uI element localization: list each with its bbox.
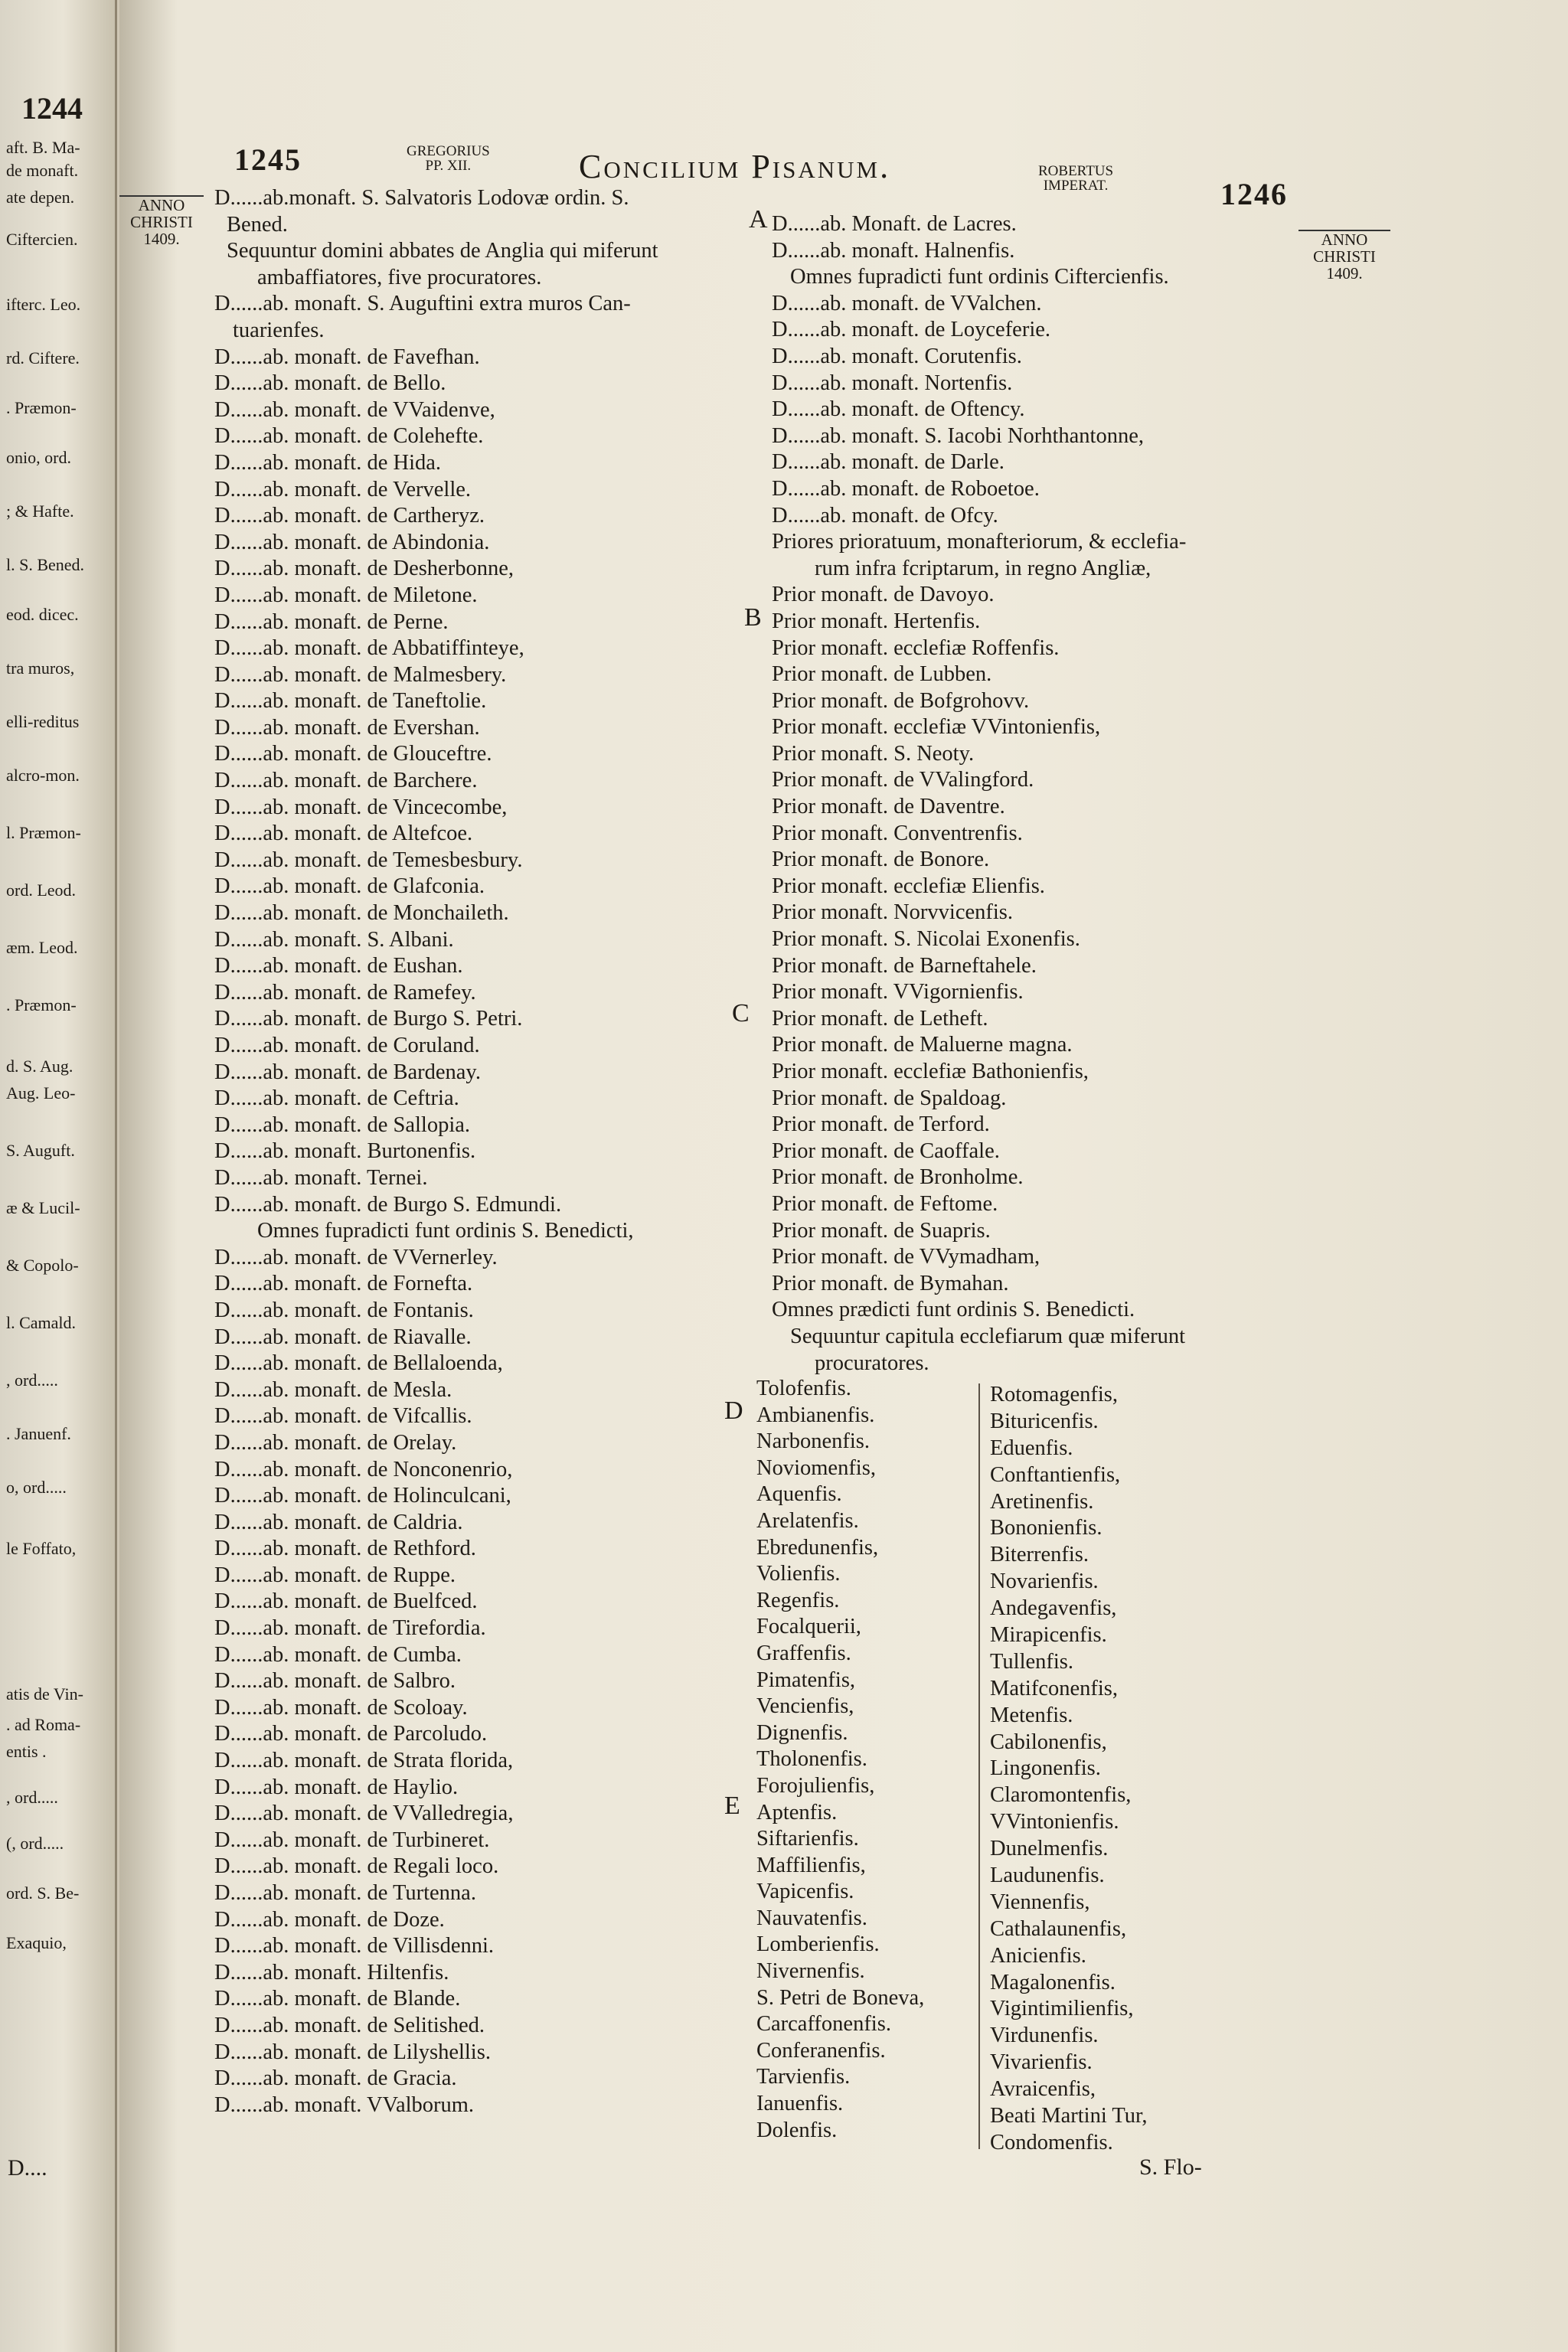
list-line: D......ab. monaft. de Roboetoe. xyxy=(772,476,1040,501)
list-line: D......ab. monaft. de Altefcoe. xyxy=(214,822,473,846)
list-line: D......ab. monaft. S. Iacobi Norhthantonne, xyxy=(772,423,1144,448)
list-line: D......ab. monaft. de Turtenna. xyxy=(214,1881,476,1905)
list-line: D......ab. monaft. de Taneftolie. xyxy=(214,689,487,714)
pope-name: GREGORIUS xyxy=(407,143,490,159)
list-line: D......ab. monaft. de Glafconia. xyxy=(214,874,485,899)
chapter-entry: Mirapicenfis. xyxy=(990,1623,1107,1648)
chapter-entry: Graffenfis. xyxy=(756,1641,851,1665)
previous-page-fragment: alcro-mon. xyxy=(6,766,80,785)
running-head-emperor xyxy=(1038,164,1113,193)
list-line: D......ab. monaft. de Abbatiffinteye, xyxy=(214,636,524,661)
list-line: D......ab. monaft. VValborum. xyxy=(214,2092,475,2117)
list-line: D......ab. monaft. de Orelay. xyxy=(214,1430,457,1455)
list-line: D......ab. monaft. de Fontanis. xyxy=(214,1298,474,1322)
list-line: Prior monaft. ecclefiæ Elienfis. xyxy=(772,874,1045,898)
list-line: tuarienfes. xyxy=(233,318,325,342)
section-marker-d: D xyxy=(724,1396,743,1425)
list-line: Prior monaft. de Suapris. xyxy=(772,1218,991,1243)
list-line: D......ab. monaft. S. Auguftini extra muros Can- xyxy=(214,292,631,316)
list-line: Prior monaft. de Bronholme. xyxy=(772,1165,1024,1190)
list-line: D......ab. monaft. de Sallopia. xyxy=(214,1112,471,1137)
chapter-entry: Viennenfis, xyxy=(990,1890,1090,1914)
year-label: 1409. xyxy=(1326,264,1363,283)
list-line: Prior monaft. de Spaldoag. xyxy=(772,1086,1007,1110)
list-line: D......ab. monaft. de Burgo S. Edmundi. xyxy=(214,1192,562,1217)
list-line: D......ab. monaft. de Bello. xyxy=(214,371,446,396)
list-line: D......ab. monaft. de Eushan. xyxy=(214,954,463,978)
list-line: D......ab. monaft. de Coruland. xyxy=(214,1034,480,1057)
chapter-entry: Bituricenfis. xyxy=(990,1409,1099,1433)
list-line: Bened. xyxy=(227,212,288,237)
list-line: D......ab. monaft. de Parcoludo. xyxy=(214,1722,488,1746)
chapter-entry: Vigintimilienfis, xyxy=(990,1997,1134,2021)
list-line: Prior monaft. ecclefiæ Roffenfis. xyxy=(772,635,1060,660)
previous-page-fragment: entis . xyxy=(6,1742,47,1761)
list-line: D......ab. monaft. de Rethford. xyxy=(214,1537,476,1561)
list-line: Prior monaft. de Bymahan. xyxy=(772,1271,1009,1295)
anno-label: ANNO xyxy=(119,195,204,214)
chapter-entry: Nivernenfis. xyxy=(756,1959,865,1984)
chapter-entry: Lomberienfis. xyxy=(756,1932,880,1957)
previous-page-fragment: æ & Lucil- xyxy=(6,1198,80,1217)
previous-page-fragment: eod. dicec. xyxy=(6,605,79,624)
list-line: Prior monaft. de Caoffale. xyxy=(772,1138,1000,1163)
list-line: D......ab. monaft. de Favefhan. xyxy=(214,345,480,369)
list-line: D......ab. monaft. Nortenfis. xyxy=(772,371,1013,395)
list-line: D......ab. monaft. de Perne. xyxy=(214,609,449,634)
chapter-entry: Aptenfis. xyxy=(756,1800,838,1824)
previous-page-fragment: rd. Ciftere. xyxy=(6,348,80,368)
list-line: D......ab. monaft. de Villisdenni. xyxy=(214,1934,495,1958)
chapter-entry: Beati Martini Tur, xyxy=(990,2104,1148,2128)
list-line: D......ab. monaft. de Burgo S. Petri. xyxy=(214,1007,523,1031)
right-page-number: 1246 xyxy=(1220,177,1288,211)
list-line: rum infra fcriptarum, in regno Angliæ, xyxy=(815,556,1152,580)
list-line: D......ab. monaft. Burtonenfis. xyxy=(214,1139,476,1164)
list-line: D......ab. monaft. de Salbro. xyxy=(214,1669,456,1694)
chapter-entry: Arelatenfis. xyxy=(756,1508,859,1533)
list-line: D......ab. monaft. de Desherbonne, xyxy=(214,557,514,581)
list-line: D......ab. monaft. Hiltenfis. xyxy=(214,1960,449,1984)
list-line: Prior monaft. de VVymadham, xyxy=(772,1245,1040,1269)
list-line: D......ab. monaft. de Cartheryz. xyxy=(214,504,485,528)
previous-page-fragment: ord. Leod. xyxy=(6,880,77,900)
list-line: D......ab. monaft. de Vervelle. xyxy=(214,477,472,501)
previous-page-fragment: & Copolo- xyxy=(6,1256,79,1275)
page-title: Concilium Pisanum. xyxy=(579,148,891,185)
chapter-entry: Regenfis. xyxy=(756,1588,840,1612)
list-line: Prior monaft. de Davoyo. xyxy=(772,583,995,607)
list-line: Prior monaft. de Lubben. xyxy=(772,662,992,687)
previous-page-fragment: tra muros, xyxy=(6,658,75,678)
chapter-entry: Carcaffonenfis. xyxy=(756,2012,891,2037)
previous-page-fragment: de monaft. xyxy=(6,161,79,180)
anno-label: ANNO xyxy=(1298,230,1390,248)
list-line: D......ab. monaft. de Vifcallis. xyxy=(214,1404,472,1429)
list-line: D......ab. monaft. de Tirefordia. xyxy=(214,1616,486,1641)
list-line: Prior monaft. ecclefiæ Bathonienfis, xyxy=(772,1060,1089,1083)
chapter-entry: Siftarienfis. xyxy=(756,1827,859,1851)
previous-page-fragment: l. Præmon- xyxy=(6,823,81,842)
chapter-entry: Narbonenfis. xyxy=(756,1429,870,1454)
list-line: D......ab. monaft. de Glouceftre. xyxy=(214,742,492,766)
list-line: D......ab. monaft. de Riavalle. xyxy=(214,1325,472,1349)
list-line: D......ab. monaft. de VValledregia, xyxy=(214,1802,514,1826)
list-line: D......ab. monaft. de Holinculcani, xyxy=(214,1484,511,1508)
running-head-pope xyxy=(407,144,490,173)
chapter-entry: Aquenfis. xyxy=(756,1482,842,1507)
list-line: ambaffiatores, five procuratores. xyxy=(257,265,542,289)
list-line: D......ab. monaft. de Temesbesbury. xyxy=(214,848,523,872)
previous-page-fragment: ord. S. Be- xyxy=(6,1883,80,1903)
list-line: D......ab. monaft. de Gracia. xyxy=(214,2066,457,2091)
list-line: procuratores. xyxy=(815,1351,929,1375)
list-line: D......ab. monaft. de Caldria. xyxy=(214,1510,463,1534)
chapter-entry: Forojulienfis, xyxy=(756,1773,875,1798)
previous-page-catchword: D.... xyxy=(8,2155,47,2180)
emperor-sub: IMPERAT. xyxy=(1043,178,1109,194)
chapter-entry: Magalonenfis. xyxy=(990,1970,1116,1994)
chapters-list xyxy=(756,1376,1446,2164)
previous-page-fragment: , ord..... xyxy=(6,1788,58,1807)
list-line: D......ab. monaft. de Fornefta. xyxy=(214,1272,473,1296)
list-line: D......ab. monaft. de Lilyshellis. xyxy=(214,2040,491,2064)
chapter-entry: Volienfis. xyxy=(756,1562,841,1586)
list-line: D......ab. monaft. de Vincecombe, xyxy=(214,795,508,819)
list-line: D......ab. monaft. de Nonconenrio, xyxy=(214,1457,513,1481)
previous-page-fragment: ate depen. xyxy=(6,188,75,207)
column-divider xyxy=(978,1383,980,2149)
list-line: Prior monaft. Conventrenfis. xyxy=(772,821,1023,845)
previous-page-fragment: ifterc. Leo. xyxy=(6,295,81,314)
chapter-entry: Avraicenfis, xyxy=(990,2077,1096,2102)
pope-sub: PP. XII. xyxy=(425,158,472,174)
list-line: Prior monaft. S. Nicolai Exonenfis. xyxy=(772,927,1080,952)
previous-page-fragment: onio, ord. xyxy=(6,448,71,467)
previous-page-fragment: , ord..... xyxy=(6,1370,58,1390)
page xyxy=(119,0,1568,2352)
section-marker-b: B xyxy=(744,603,762,632)
list-line: D......ab. monaft. de Doze. xyxy=(214,1907,445,1932)
previous-page-fragment: atis de Vin- xyxy=(6,1684,83,1704)
previous-page-fragment: Ciftercien. xyxy=(6,230,78,249)
chapter-entry: Laudunenfis. xyxy=(990,1864,1105,1888)
section-marker-a: A xyxy=(749,205,768,234)
list-line: D......ab. monaft. de Miletone. xyxy=(214,583,478,607)
list-line: D......ab. monaft. de Darle. xyxy=(772,450,1004,475)
previous-page-fragment: l. S. Bened. xyxy=(6,555,85,574)
list-line: D......ab. monaft. de Scoloay. xyxy=(214,1695,468,1720)
chapter-entry: Claromontenfis, xyxy=(990,1783,1132,1808)
chapter-entry: Maffilienfis, xyxy=(756,1853,866,1877)
list-line: Prior monaft. Hertenfis. xyxy=(772,609,981,633)
chapter-entry: Nauvatenfis. xyxy=(756,1906,867,1930)
chapter-entry: Cabilonenfis, xyxy=(990,1730,1107,1754)
list-line: D......ab. monaft. de Blande. xyxy=(214,1987,461,2011)
chapter-entry: Tullenfis. xyxy=(990,1649,1074,1674)
list-line: D......ab. monaft. de Selitished. xyxy=(214,2013,485,2037)
previous-page-fragment: . ad Roma- xyxy=(6,1715,81,1734)
previous-page-fragment: S. Auguft. xyxy=(6,1141,75,1160)
list-line: Prior monaft. de Feftome. xyxy=(772,1191,998,1216)
list-line: D......ab. monaft. de Oftency. xyxy=(772,397,1025,422)
previous-page-strip xyxy=(0,0,117,2352)
chapter-entry: Dunelmenfis. xyxy=(990,1837,1109,1861)
chapters-right-list xyxy=(990,1382,1235,2157)
list-line: D......ab. monaft. S. Albani. xyxy=(214,927,454,952)
list-line: Priores prioratuum, monafteriorum, & ecclefia- xyxy=(772,530,1187,554)
list-line: Prior monaft. de Daventre. xyxy=(772,795,1005,819)
list-line: D......ab. monaft. de Ceftria. xyxy=(214,1086,459,1111)
previous-page-fragment: ; & Hafte. xyxy=(6,501,74,521)
list-line: Prior monaft. de Bonore. xyxy=(772,848,990,872)
previous-page-fragment: d. S. Aug. xyxy=(6,1057,74,1076)
chapter-entry: Novarienfis. xyxy=(990,1570,1099,1594)
section-marker-c: C xyxy=(732,999,750,1027)
chapter-entry: Metenfis. xyxy=(990,1703,1073,1727)
list-line: D......ab. monaft. de Haylio. xyxy=(214,1775,459,1799)
chapter-entry: Vivarienfis. xyxy=(990,2050,1093,2075)
list-line: Prior monaft. ecclefiæ VVintonienfis, xyxy=(772,715,1101,740)
list-line: Sequuntur domini abbates de Anglia qui miferunt xyxy=(227,239,658,263)
list-line: D......ab. monaft. de Evershan. xyxy=(214,715,480,740)
chapter-entry: Eduenfis. xyxy=(990,1436,1073,1460)
chapter-entry: VVintonienfis. xyxy=(990,1810,1119,1834)
previous-page-fragment: l. Camald. xyxy=(6,1313,77,1332)
previous-page-fragment: le Foffato, xyxy=(6,1539,77,1558)
list-line: Omnes prædicti funt ordinis S. Benedicti. xyxy=(772,1298,1135,1322)
list-line: D......ab. monaft. de VVernerley. xyxy=(214,1245,498,1269)
right-column xyxy=(772,211,1430,1377)
previous-page-fragment: æm. Leod. xyxy=(6,938,78,957)
chapter-entry: Dignenfis. xyxy=(756,1720,848,1745)
chapter-entry: Aretinenfis. xyxy=(990,1489,1094,1514)
list-line: D......ab. monaft. de Cumba. xyxy=(214,1642,462,1667)
list-line: Prior monaft. de Bofgrohovv. xyxy=(772,688,1030,713)
previous-page-fragment: aft. B. Ma- xyxy=(6,138,80,157)
chapter-entry: Rotomagenfis, xyxy=(990,1383,1119,1406)
chapter-entry: S. Petri de Boneva, xyxy=(756,1985,925,2010)
list-line: D......ab. monaft. de Barchere. xyxy=(214,769,478,793)
previous-page-fragment: Exaquio, xyxy=(6,1933,67,1952)
chapter-entry: Focalquerii, xyxy=(756,1615,861,1639)
list-line: D......ab. monaft. de VValchen. xyxy=(772,291,1042,315)
chapters-left-list xyxy=(756,1376,963,2144)
section-marker-e: E xyxy=(724,1792,740,1820)
chapter-entry: Andegavenfis, xyxy=(990,1596,1117,1621)
previous-page-fragment: . Januenf. xyxy=(6,1424,71,1443)
left-page-number: 1245 xyxy=(234,142,302,177)
list-line: D......ab. monaft. Halnenfis. xyxy=(772,238,1015,263)
list-line: D......ab. monaft. de Abindonia. xyxy=(214,530,490,554)
list-line: Prior monaft. de Letheft. xyxy=(772,1006,988,1031)
list-line: Prior monaft. S. Neoty. xyxy=(772,741,975,766)
catchword: S. Flo- xyxy=(1139,2154,1202,2180)
chapter-entry: Conferanenfis. xyxy=(756,2038,886,2063)
list-line: D......ab. monaft. Corutenfis. xyxy=(772,344,1022,368)
list-line: D......ab. monaft. de Ruppe. xyxy=(214,1563,456,1587)
list-line: Omnes fupradicti funt ordinis S. Benedicti, xyxy=(257,1219,634,1243)
previous-page-fragment: Aug. Leo- xyxy=(6,1083,76,1102)
chapter-entry: Tholonenfis. xyxy=(756,1747,867,1772)
previous-page-number: 1244 xyxy=(21,91,83,126)
chapter-entry: Lingonenfis. xyxy=(990,1756,1101,1781)
chapter-entry: Virdunenfis. xyxy=(990,2024,1099,2048)
margin-anno-left xyxy=(119,195,204,247)
chapter-entry: Dolenfis. xyxy=(756,2118,838,2142)
chapter-entry: Cathalaunenfis, xyxy=(990,1916,1127,1941)
list-line: Prior monaft. de Barneftahele. xyxy=(772,953,1037,978)
list-line: D......ab. monaft. de Loyceferie. xyxy=(772,318,1051,342)
list-line: D......ab. monaft. de Buelfced. xyxy=(214,1589,478,1614)
list-line: D......ab.monaft. S. Salvatoris Lodovæ ordin. S. xyxy=(214,186,629,210)
chapter-entry: Pimatenfis, xyxy=(756,1668,856,1692)
list-line: D......ab. monaft. de Bardenay. xyxy=(214,1060,481,1084)
list-line: Sequuntur capitula ecclefiarum quæ miferunt xyxy=(790,1324,1185,1348)
chapter-entry: Ebredunenfis, xyxy=(756,1535,879,1560)
list-line: Prior monaft. Norvvicenfis. xyxy=(772,900,1014,925)
chapter-entry: Vencienfis, xyxy=(756,1694,854,1719)
previous-page-fragment: o, ord..... xyxy=(6,1478,67,1497)
chapter-entry: Ambianenfis. xyxy=(756,1403,875,1427)
chapter-entry: Biterrenfis. xyxy=(990,1543,1089,1567)
list-line: D......ab. monaft. de VVaidenve, xyxy=(214,397,495,422)
year-label: 1409. xyxy=(143,230,180,248)
chapter-entry: Vapicenfis. xyxy=(756,1880,854,1904)
list-line: D......ab. Monaft. de Lacres. xyxy=(772,212,1017,236)
list-line: D......ab. monaft. de Hida. xyxy=(214,450,442,475)
list-line: D......ab. monaft. de Ramefey. xyxy=(214,980,476,1004)
chapter-entry: Ianuenfis. xyxy=(756,2092,844,2116)
christi-label: CHRISTI xyxy=(130,213,193,231)
previous-page-fragment: . Præmon- xyxy=(6,995,77,1014)
chapter-entry: Tolofenfis. xyxy=(756,1377,851,1400)
list-line: Omnes fupradicti funt ordinis Ciftercienfis. xyxy=(790,265,1169,289)
list-line: Prior monaft. VVigornienfis. xyxy=(772,980,1024,1004)
list-line: D......ab. monaft. de Regali loco. xyxy=(214,1854,499,1879)
list-line: D......ab. monaft. de Turbineret. xyxy=(214,1828,490,1852)
list-line: Prior monaft. de Maluerne magna. xyxy=(772,1033,1073,1057)
list-line: D......ab. monaft. de Mesla. xyxy=(214,1377,452,1402)
chapter-entry: Tarvienfis. xyxy=(756,2065,851,2089)
chapter-entry: Condomenfis. xyxy=(990,2130,1113,2154)
chapter-entry: Noviomenfis, xyxy=(756,1455,876,1480)
emperor-name: ROBERTUS xyxy=(1038,163,1114,179)
list-line: D......ab. monaft. de Monchaileth. xyxy=(214,901,509,926)
christi-label: CHRISTI xyxy=(1313,247,1376,266)
left-column xyxy=(214,185,850,2118)
list-line: D......ab. monaft. de Bellaloenda, xyxy=(214,1351,503,1376)
chapter-entry: Bononienfis. xyxy=(990,1516,1102,1540)
list-line: D......ab. monaft. de Colehefte. xyxy=(214,424,484,449)
chapter-entry: Matifconenfis, xyxy=(990,1676,1118,1700)
previous-page-fragment: . Præmon- xyxy=(6,398,77,417)
list-line: Prior monaft. de VValingford. xyxy=(772,768,1034,792)
previous-page-fragment: elli-reditus xyxy=(6,712,80,731)
previous-page-fragment: (, ord..... xyxy=(6,1834,64,1853)
chapter-entry: Anicienfis. xyxy=(990,1943,1086,1968)
chapter-entry: Conftantienfis, xyxy=(990,1462,1121,1487)
list-line: D......ab. monaft. de Malmesbery. xyxy=(214,662,507,687)
list-line: D......ab. monaft. de Strata florida, xyxy=(214,1749,514,1773)
list-line: D......ab. monaft. de Ofcy. xyxy=(772,503,998,528)
list-line: D......ab. monaft. Ternei. xyxy=(214,1165,428,1190)
list-line: Prior monaft. de Terford. xyxy=(772,1112,990,1137)
